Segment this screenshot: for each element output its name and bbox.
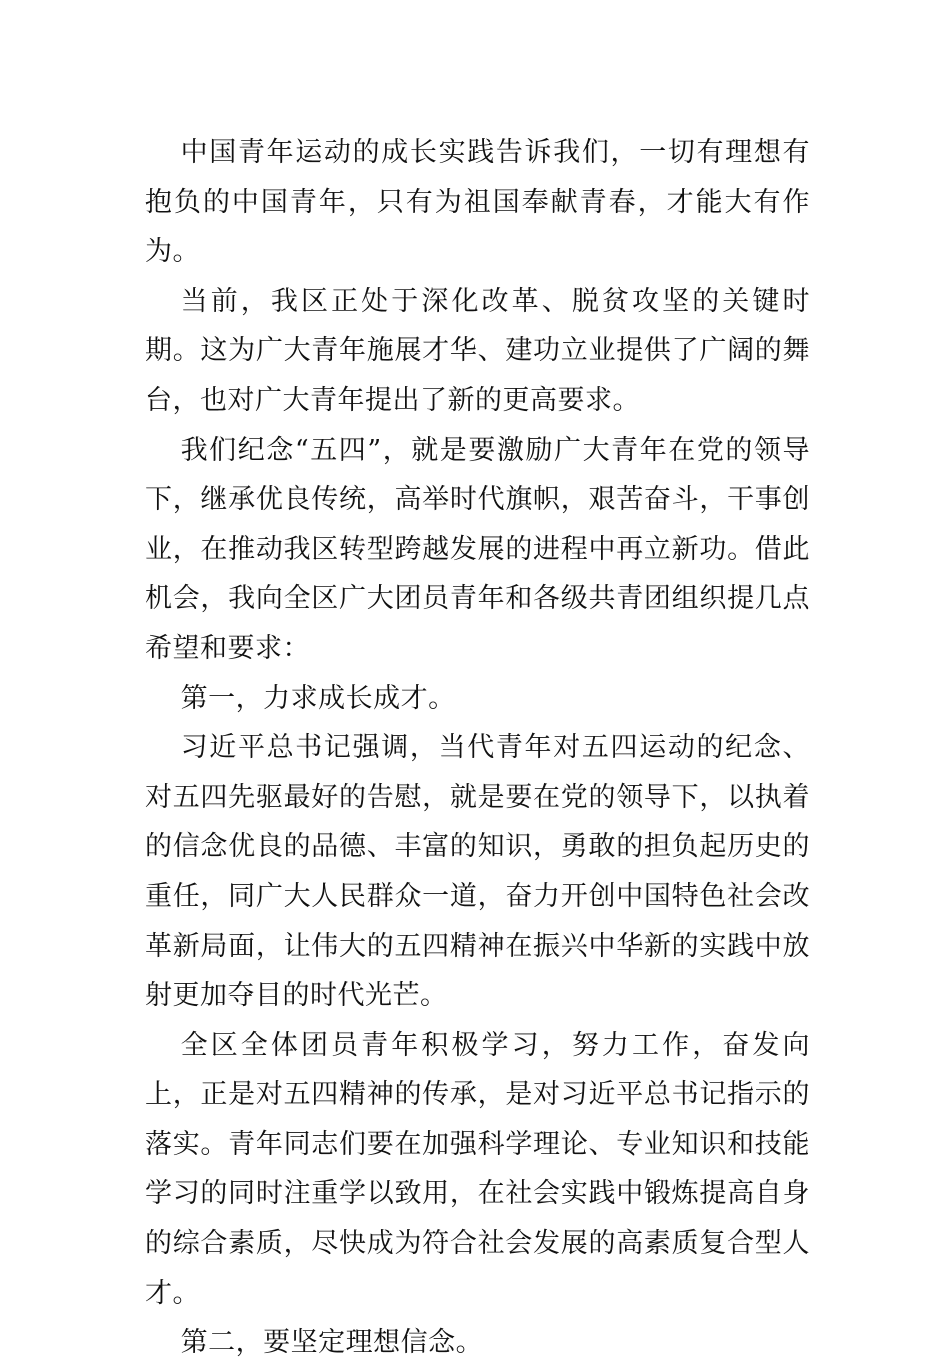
section-heading-1: 第一，力求成长成才。	[180, 682, 456, 714]
section-heading-2: 第二，要坚定理想信念。	[180, 1327, 484, 1359]
paragraph-5: 全区全体团员青年积极学习，努力工作，奋发向上，正是对五四精神的传承，是对习近平总书记指示的落实。青年同志们要在加强科学理论、专业知识和技能学习的同时注重学以致用，在社会实践中锻炼提高自身的综合素质，尽快成为符合社会发展的高素质复合型人才。	[145, 1029, 810, 1309]
paragraph-1: 中国青年运动的成长实践告诉我们，一切有理想有抱负的中国青年，只有为祖国奉献青春，才能大有作为。	[145, 137, 810, 268]
document-body	[145, 128, 810, 1368]
paragraph-3: 我们纪念“五四”，就是要激励广大青年在党的领导下，继承优良传统，高举时代旗帜，艰苦奋斗，干事创业，在推动我区转型跨越发展的进程中再立新功。借此机会，我向全区广大团员青年和各级共青团组织提几点希望和要求：	[145, 434, 810, 664]
paragraph-4: 习近平总书记强调，当代青年对五四运动的纪念、对五四先驱最好的告慰，就是要在党的领导下，以执着的信念优良的品德、丰富的知识，勇敢的担负起历史的重任，同广大人民群众一道，奋力开创中国特色社会改革新局面，让伟大的五四精神在振兴中华新的实践中放射更加夺目的时代光芒。	[145, 732, 810, 1012]
paragraph-2: 当前，我区正处于深化改革、脱贫攻坚的关键时期。这为广大青年施展才华、建功立业提供了广阔的舞台，也对广大青年提出了新的更高要求。	[145, 285, 810, 416]
